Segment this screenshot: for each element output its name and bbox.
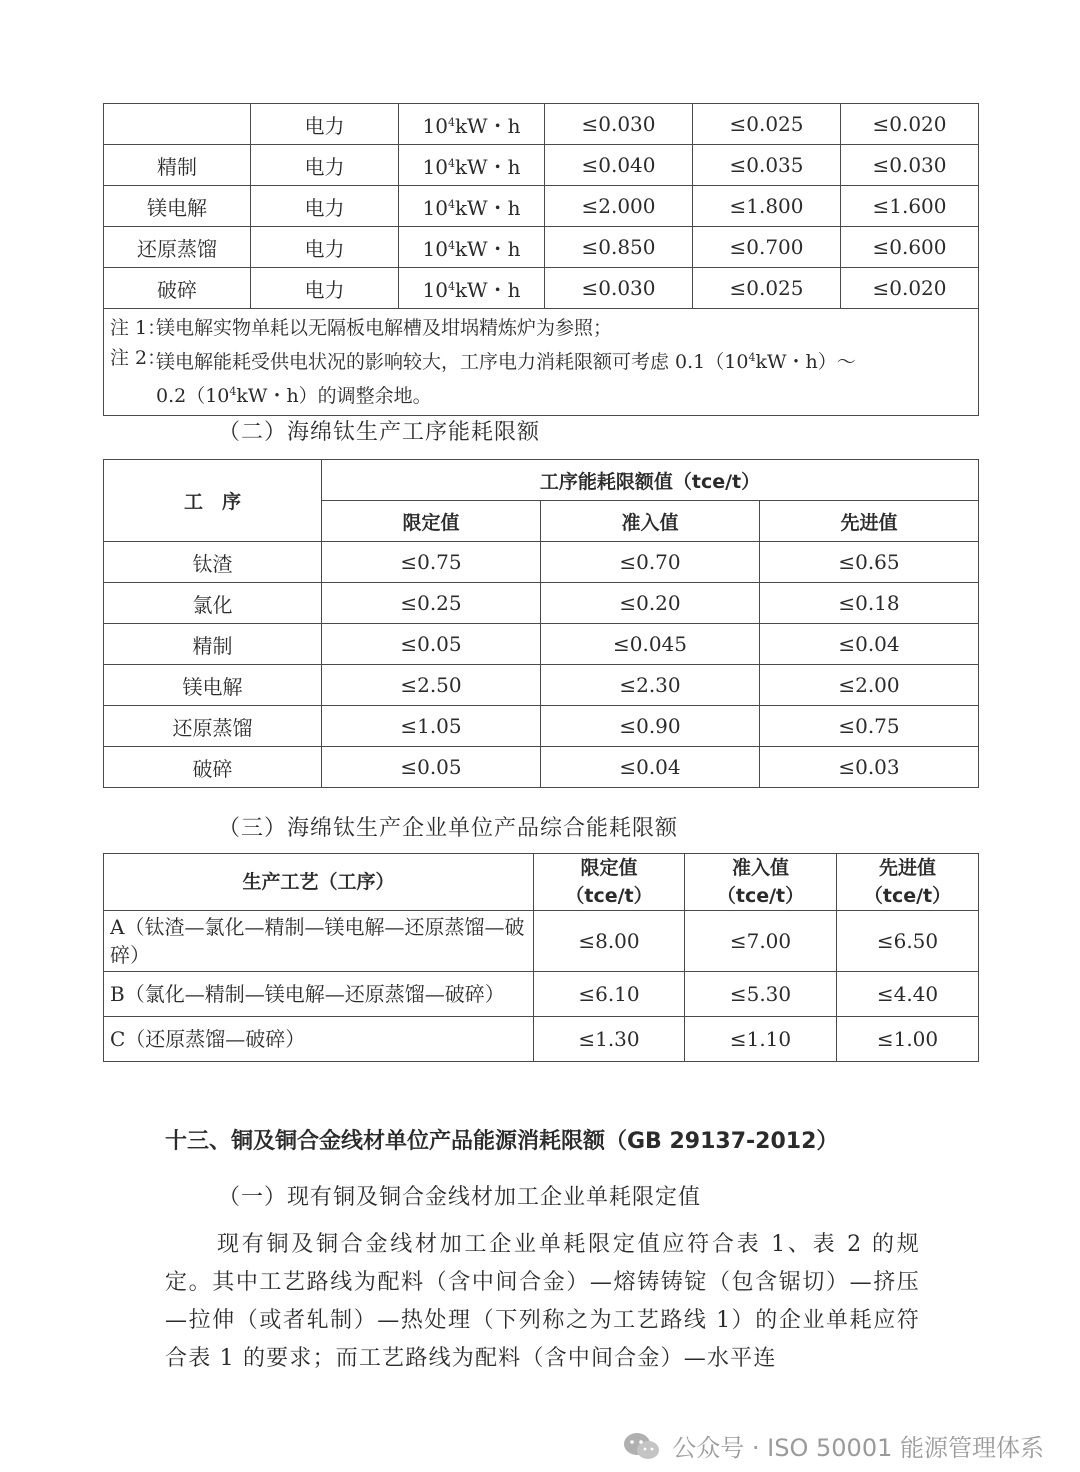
header-process-route: 生产工艺（工序） [104,854,534,911]
table-row [104,186,979,227]
note-2-text-d: kW・h）的调整余地。 [236,385,432,407]
value-cell: ≤7.00 [685,911,837,972]
section-heading: 十三、铜及铜合金线材单位产品能源消耗限额（GB 29137-2012） [165,1129,839,1154]
value-cell: ≤2.30 [541,665,760,706]
header-process: 工 序 [104,460,322,542]
value-cell: ≤0.03 [760,747,979,788]
unit-cell: $10^4kW$・h [399,227,545,268]
body-paragraph: 现有铜及铜合金线材加工企业单耗限定值应符合表 1、表 2 的规定。其中工艺路线为配料（含中间合金）—熔铸铸锭（包含锯切）—挤压—拉伸（或者轧制）—热处理（下列称之为工艺路线 1）的企业单耗应符合表 1 的要求；而工艺路线为配料（含中间合金）—水平连 [165,1232,920,1371]
process-cell [104,104,251,145]
watermark [622,1428,1044,1463]
value-cell: ≤0.045 [541,624,760,665]
value-cell: ≤0.030 [545,268,693,309]
process-cell: 钛渣 [104,542,322,583]
process-route-cell: C（还原蒸馏—破碎） [104,1017,534,1062]
value-cell: ≤0.850 [545,227,693,268]
process-cell: 还原蒸馏 [104,706,322,747]
table-notes [104,309,979,416]
value-cell: ≤0.04 [760,624,979,665]
value-cell: ≤2.50 [322,665,541,706]
value-cell: ≤5.30 [685,972,837,1017]
unit-cell: $10^4kW$・h [399,268,545,309]
table-row [104,706,979,747]
value-cell: ≤1.30 [534,1017,685,1062]
value-cell: ≤1.600 [841,186,979,227]
value-cell: ≤4.40 [837,972,979,1017]
table-row [104,227,979,268]
process-cell: 还原蒸馏 [104,227,251,268]
header-entry: 准入值 （tce/t） [685,854,837,911]
caption-sponge-titanium-enterprise: （三）海绵钛生产企业单位产品综合能耗限额 [218,816,679,841]
note-2-exp-2: 4 [229,385,237,398]
value-cell: ≤0.030 [841,145,979,186]
value-cell: ≤0.05 [322,747,541,788]
value-cell: ≤1.800 [693,186,841,227]
value-cell: ≤0.05 [322,624,541,665]
note-1-label: 注 1： [110,317,167,339]
header-advanced: 先进值 （tce/t） [837,854,979,911]
value-cell: ≤0.020 [841,104,979,145]
header-limit: 限定值 [322,501,541,542]
table-row [104,1017,979,1062]
value-cell: ≤0.035 [693,145,841,186]
unit-cell: $10^4kW$・h [399,186,545,227]
note-1-text: 镁电解实物单耗以无隔板电解槽及坩埚精炼炉为参照； [156,317,613,339]
header-limit-group: 工序能耗限额值（tce/t） [322,460,979,501]
table-row [104,542,979,583]
wechat-icon [622,1431,662,1461]
process-cell: 精制 [104,624,322,665]
value-cell: ≤0.18 [760,583,979,624]
value-cell: ≤0.25 [322,583,541,624]
value-cell: ≤6.50 [837,911,979,972]
value-cell: ≤1.05 [322,706,541,747]
value-cell: ≤0.020 [841,268,979,309]
value-cell: ≤0.20 [541,583,760,624]
unit-cell: $10^4kW$・h [399,145,545,186]
header-limit: 限定值 （tce/t） [534,854,685,911]
value-cell: ≤2.000 [545,186,693,227]
value-cell: ≤0.025 [693,104,841,145]
value-cell: ≤0.70 [541,542,760,583]
watermark-text: 公众号 · ISO 50001 能源管理体系 [672,1434,1044,1462]
process-cell: 镁电解 [104,665,322,706]
energy-type-cell: 电力 [251,104,399,145]
value-cell: ≤1.00 [837,1017,979,1062]
value-cell: ≤0.600 [841,227,979,268]
header-entry: 准入值 [541,501,760,542]
value-cell: ≤0.75 [322,542,541,583]
value-cell: ≤6.10 [534,972,685,1017]
process-cell: 精制 [104,145,251,186]
process-cell: 氯化 [104,583,322,624]
value-cell: ≤0.700 [693,227,841,268]
table-row [104,145,979,186]
table-row [104,624,979,665]
sponge-titanium-enterprise-table [103,853,979,1062]
value-cell: ≤0.65 [760,542,979,583]
table-row [104,268,979,309]
subheading: （一）现有铜及铜合金线材加工企业单耗限定值 [218,1185,702,1210]
value-cell: ≤2.00 [760,665,979,706]
table-row [104,972,979,1017]
process-route-cell: A（钛渣—氯化—精制—镁电解—还原蒸馏—破碎） [104,911,534,972]
value-cell: ≤8.00 [534,911,685,972]
table-row [104,747,979,788]
note-2-text-a: 镁电解能耗受供电状况的影响较大，工序电力消耗限额可考虑 0.1（10 [156,351,749,373]
table-row [104,665,979,706]
value-cell: ≤0.025 [693,268,841,309]
note-2-exp: 4 [748,351,756,364]
value-cell: ≤0.75 [760,706,979,747]
process-route-cell: B（氯化—精制—镁电解—还原蒸馏—破碎） [104,972,534,1017]
energy-type-cell: 电力 [251,227,399,268]
table-row [104,583,979,624]
magnesium-electricity-table [103,103,979,416]
value-cell: ≤0.030 [545,104,693,145]
unit-cell: $10^4kW$・h [399,104,545,145]
process-cell: 镁电解 [104,186,251,227]
value-cell: ≤0.90 [541,706,760,747]
process-cell: 破碎 [104,268,251,309]
value-cell: ≤1.10 [685,1017,837,1062]
process-cell: 破碎 [104,747,322,788]
note-2-text-b: kW・h）～ [755,351,856,373]
energy-type-cell: 电力 [251,145,399,186]
value-cell: ≤0.04 [541,747,760,788]
table-row [104,104,979,145]
value-cell: ≤0.040 [545,145,693,186]
note-2-text-c: 0.2（10 [156,385,230,407]
note-2-label: 注 2： [110,347,167,369]
header-advanced: 先进值 [760,501,979,542]
energy-type-cell: 电力 [251,268,399,309]
caption-sponge-titanium-process: （二）海绵钛生产工序能耗限额 [218,420,541,445]
energy-type-cell: 电力 [251,186,399,227]
sponge-titanium-process-table [103,459,979,788]
table-row [104,911,979,972]
